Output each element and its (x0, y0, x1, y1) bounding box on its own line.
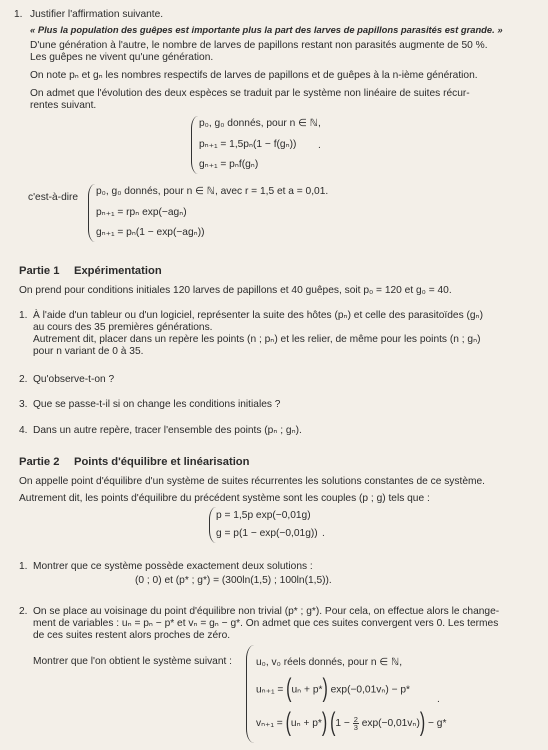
system-term: exp(−0,01vₙ) − p* (330, 684, 411, 696)
question-line: de ces suites restent alors proches de zéro. (33, 630, 231, 641)
quote: « Plus la population des guêpes est importante plus la part des larves de papillons parasités est grande. » (30, 24, 503, 35)
label-cest-a-dire: c'est-à-dire (28, 192, 79, 203)
paragraph-line: D'une génération à l'autre, le nombre de larves de papillons restant non parasités augmente de 50 %. (30, 40, 488, 51)
system-end: . (318, 140, 321, 151)
question-number: 4. (19, 425, 28, 436)
question-line: Montrer que l'on obtient le système suivant : (33, 656, 233, 667)
system-line: u₀, v₀ réels donnés, pour n ∈ ℕ, (256, 657, 403, 668)
system-term: uₙ + p* (291, 684, 323, 696)
system-line: pₙ₊₁ = rpₙ exp(−agₙ) (96, 207, 187, 218)
question-line: ment de variables : uₙ = pₙ − p* et vₙ = gₙ − g*. On admet que ces suites convergent vers 0. Les termes (33, 618, 499, 629)
system-term: uₙ + p* (290, 718, 322, 730)
open-paren: ( (330, 709, 336, 737)
system-line: p₀, g₀ donnés, pour n ∈ ℕ, avec r = 1,5 et a = 0,01. (96, 186, 329, 197)
paragraph-line: On admet que l'évolution des deux espèces se traduit par le système non linéaire de suites récur- (30, 88, 470, 99)
fraction-denominator: 3 (353, 723, 358, 732)
system-line: g = p(1 − exp(−0,01g)) (216, 528, 318, 539)
system-brace (209, 507, 216, 543)
open-paren: ( (286, 675, 292, 703)
question-line: On se place au voisinage du point d'équilibre non trivial (p* ; g*). Pour cela, on effectue alors le change- (33, 606, 500, 617)
item-title: Justifier l'affirmation suivante. (30, 9, 164, 20)
system-line: pₙ₊₁ = 1,5pₙ(1 − f(gₙ)) (199, 139, 297, 150)
question-line: Que se passe-t-il si on change les conditions initiales ? (33, 399, 281, 410)
item-number: 1. (14, 9, 23, 20)
system-end: . (437, 694, 440, 705)
section-number: Partie 1 (19, 265, 60, 277)
close-paren: ) (321, 709, 328, 737)
paragraph-line: On note pₙ et gₙ les nombres respectifs de larves de papillons et de guêpes à la n-ième génération. (30, 70, 478, 81)
close-paren: ) (419, 709, 426, 737)
question-line: pour n variant de 0 à 35. (33, 346, 144, 357)
fraction-numerator: 2 (353, 715, 358, 724)
fraction (353, 716, 359, 731)
system-line: p₀, g₀ donnés, pour n ∈ ℕ, (199, 118, 321, 129)
system-end: . (322, 528, 325, 539)
paragraph-line: On appelle point d'équilibre d'un système de suites récurrentes les solutions constantes de ce système. (19, 476, 485, 487)
section-number: Partie 2 (19, 456, 60, 468)
question-number: 3. (19, 399, 28, 410)
system-lhs: vₙ₊₁ = (256, 718, 283, 730)
system-line: gₙ₊₁ = pₙf(gₙ) (199, 159, 259, 170)
system-line: gₙ₊₁ = pₙ(1 − exp(−agₙ)) (96, 227, 205, 238)
paragraph-line: Autrement dit, les points d'équilibre du précédent système sont les couples (p ; g) tels que : (19, 493, 430, 504)
question-line: Montrer que ce système possède exactement deux solutions : (33, 561, 313, 572)
system-brace (88, 184, 95, 242)
section-title: Expérimentation (74, 265, 162, 277)
system-line (256, 675, 411, 703)
system-brace (191, 116, 198, 174)
question-number: 1. (19, 310, 28, 321)
question-line: Dans un autre repère, tracer l'ensemble des points (pₙ ; gₙ). (33, 425, 302, 436)
system-brace (246, 645, 254, 743)
paragraph-line: rentes suivant. (30, 100, 97, 111)
open-paren: ( (285, 709, 291, 737)
system-term: exp(−0,01vₙ) (361, 718, 420, 730)
close-paren: ) (322, 675, 328, 703)
system-term: 1 − (335, 718, 350, 730)
question-line: (0 ; 0) et (p* ; g*) = (300ln(1,5) ; 100ln(1,5)). (135, 575, 332, 586)
system-line: p = 1,5p exp(−0,01g) (216, 510, 311, 521)
question-number: 2. (19, 606, 28, 617)
paragraph-line: On prend pour conditions initiales 120 larves de papillons et 40 guêpes, soit p₀ = 120 et g₀ = 40. (19, 285, 452, 296)
question-number: 2. (19, 374, 28, 385)
question-line: Autrement dit, placer dans un repère les points (n ; pₙ) et les relier, de même pour les points (n ; gₙ) (33, 334, 481, 345)
question-number: 1. (19, 561, 28, 572)
section-title: Points d'équilibre et linéarisation (74, 456, 250, 468)
paragraph-line: Les guêpes ne vivent qu'une génération. (30, 52, 214, 63)
system-lhs: uₙ₊₁ = (256, 684, 284, 696)
question-line: au cours des 35 premières générations. (33, 322, 213, 333)
question-line: À l'aide d'un tableur ou d'un logiciel, représenter la suite des hôtes (pₙ) et celle des parasitoïdes (gₙ) (33, 310, 484, 321)
question-line: Qu'observe-t-on ? (33, 374, 115, 385)
system-term: − g* (428, 718, 447, 730)
system-line (256, 709, 447, 737)
